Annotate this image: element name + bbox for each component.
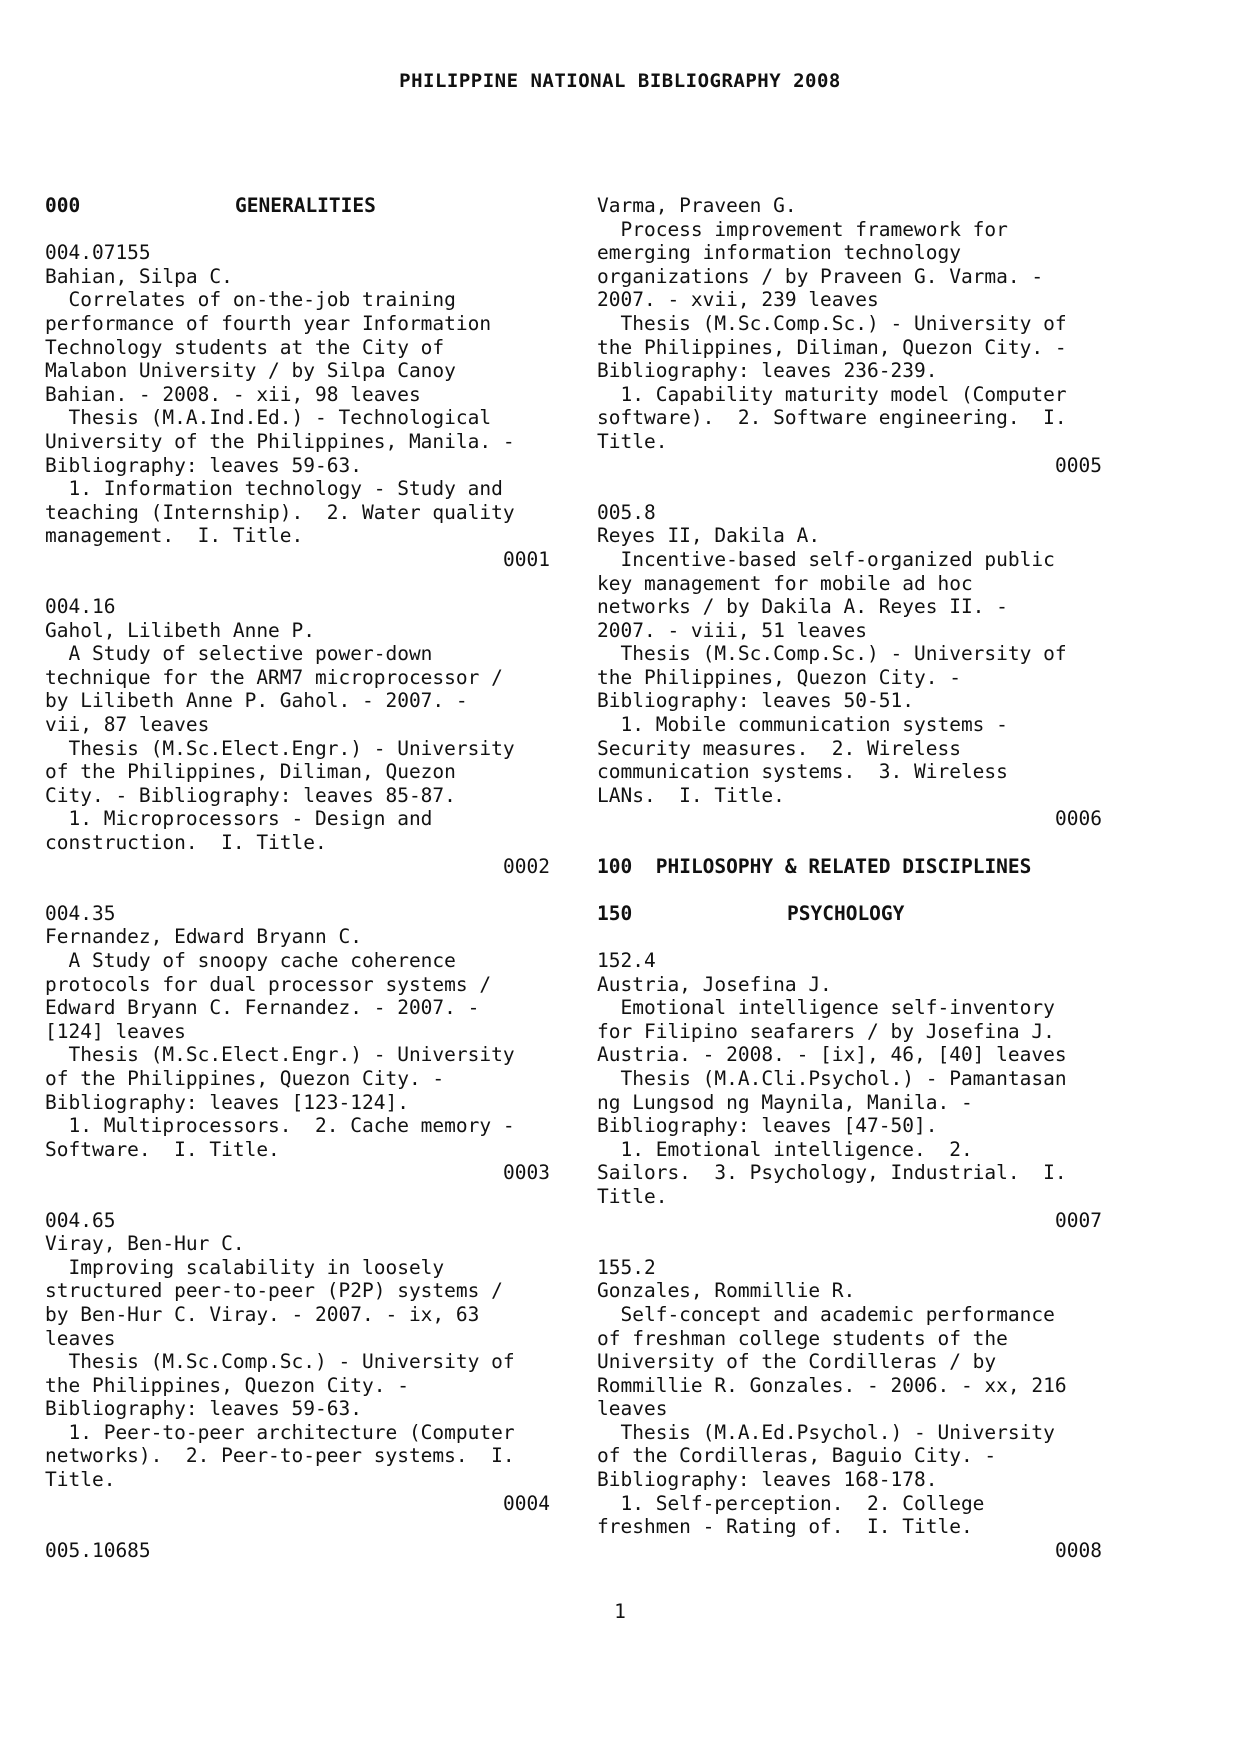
entry-text-line: Bibliography: leaves 59-63. [45, 453, 362, 477]
entry-first-line: 004.07155 [45, 241, 151, 265]
entry-first-line: 004.35 [45, 901, 116, 925]
entry-text-line: performance of fourth year Information [45, 311, 492, 335]
entry-text-line: [124] leaves [45, 1019, 186, 1043]
section-label: GENERALITIES [235, 194, 376, 217]
entry-text-line: Self-concept and academic performance [597, 1302, 1055, 1326]
entry-text-line: emerging information technology [597, 241, 961, 265]
entry-number: 0007 [1055, 1208, 1102, 1232]
entry-text-line: Bahian. - 2008. - xii, 98 leaves [45, 382, 421, 406]
entry-text-line: networks). 2. Peer-to-peer systems. I. [45, 1444, 515, 1468]
entry-text-line: Title. [45, 1468, 116, 1492]
section-number: 000 [45, 194, 81, 217]
entry-number: 0002 [503, 854, 550, 878]
entry-number: 0003 [503, 1161, 550, 1185]
entry-text-line: ng Lungsod ng Maynila, Manila. - [597, 1090, 973, 1114]
entry-text-line: Austria. - 2008. - [ix], 46, [40] leaves [597, 1043, 1067, 1067]
entry-first-line: 004.16 [45, 595, 116, 619]
entry-text-line: construction. I. Title. [45, 831, 327, 855]
bibliography-entry-0003 [45, 902, 550, 1185]
entry-text-line: 1. Peer-to-peer architecture (Computer [45, 1420, 515, 1444]
entry-text-line: Process improvement framework for [597, 217, 1008, 241]
bibliography-entry-0006 [597, 501, 1102, 831]
page-title: PHILIPPINE NATIONAL BIBLIOGRAPHY 2008 [399, 70, 841, 92]
entry-first-line: 004.65 [45, 1208, 116, 1232]
entry-text-line: by Ben-Hur C. Viray. - 2007. - ix, 63 [45, 1302, 480, 1326]
entry-text-line: Thesis (M.Sc.Elect.Engr.) - University [45, 736, 515, 760]
entry-text-line: 1. Multiprocessors. 2. Cache memory - [45, 1114, 515, 1138]
entry-first-line: 152.4 [597, 949, 656, 972]
entry-text-line: of the Cordilleras, Baguio City. - [597, 1444, 997, 1468]
entry-text-line: 2007. - viii, 51 leaves [597, 618, 868, 642]
bibliography-entry-0005 [597, 194, 1102, 477]
entry-text-line: protocols for dual processor systems / [45, 972, 492, 996]
entry-text-line: Gonzales, Rommillie R. [597, 1279, 856, 1303]
entry-text-line: Thesis (M.A.Ind.Ed.) - Technological [45, 406, 492, 430]
entry-text-line: 1. Capability maturity model (Computer [597, 382, 1067, 406]
entry-text-line: Bahian, Silpa C. [45, 264, 233, 288]
entry-text-line: Technology students at the City of [45, 335, 445, 359]
section-heading-100 [597, 855, 1102, 879]
entry-text-line: LANs. I. Title. [597, 783, 785, 807]
entry-text-line: 2007. - xvii, 239 leaves [597, 288, 879, 312]
entry-text-line: Bibliography: leaves 59-63. [45, 1397, 362, 1421]
section-number: 100 [597, 854, 633, 878]
entry-text-line: freshmen - Rating of. I. Title. [597, 1515, 973, 1539]
entry-text-line: technique for the ARM7 microprocessor / [45, 665, 503, 689]
entry-text-line: Thesis (M.Sc.Comp.Sc.) - University of [597, 642, 1067, 666]
entry-text-line: Gahol, Lilibeth Anne P. [45, 618, 316, 642]
entry-text-line: Bibliography: leaves [47-50]. [597, 1114, 938, 1138]
entry-text-line: teaching (Internship). 2. Water quality [45, 500, 515, 524]
entry-text-line: 1. Mobile communication systems - [597, 713, 1008, 737]
bibliography-entry-0008 [597, 1256, 1102, 1563]
section-heading-150 [597, 902, 1102, 926]
entry-text-line: Thesis (M.Sc.Elect.Engr.) - University [45, 1043, 515, 1067]
call-number: 005.10685 [45, 1538, 151, 1562]
entry-text-line: networks / by Dakila A. Reyes II. - [597, 595, 1008, 619]
entry-text-line: 1. Microprocessors - Design and [45, 807, 433, 831]
bibliography-entry-0004 [45, 1209, 550, 1516]
entry-text-line: leaves [597, 1397, 668, 1421]
entry-text-line: Correlates of on-the-job training [45, 288, 456, 312]
entry-text-line: University of the Cordilleras / by [597, 1350, 997, 1374]
entry-text-line: Software. I. Title. [45, 1137, 280, 1161]
section-number: 150 [597, 901, 633, 925]
entry-text-line: University of the Philippines, Manila. - [45, 429, 515, 453]
entry-text-line: by Lilibeth Anne P. Gahol. - 2007. - [45, 689, 468, 713]
section-label: PHILOSOPHY & RELATED DISCIPLINES [655, 854, 1032, 878]
entry-text-line: vii, 87 leaves [45, 713, 210, 737]
entry-first-line: 005.8 [597, 500, 656, 524]
entry-first-line: 155.2 [597, 1255, 656, 1279]
entry-number: 0006 [1055, 807, 1102, 831]
entry-text-line: Sailors. 3. Psychology, Industrial. I. [597, 1161, 1067, 1185]
page-number: 1 [614, 1600, 626, 1623]
section-heading-000 [45, 194, 550, 218]
entry-text-line: Bibliography: leaves 168-178. [597, 1468, 938, 1492]
entry-text-line: Austria, Josefina J. [597, 972, 832, 996]
entry-number: 0008 [1055, 1538, 1102, 1562]
entry-text-line: management. I. Title. [45, 524, 304, 548]
bibliography-entry-0001 [45, 241, 550, 571]
entry-text-line: of freshman college students of the [597, 1326, 1008, 1350]
entry-text-line: of the Philippines, Diliman, Quezon [45, 760, 456, 784]
entry-text-line: Rommillie R. Gonzales. - 2006. - xx, 216 [597, 1373, 1067, 1397]
entry-text-line: Security measures. 2. Wireless [597, 736, 961, 760]
entry-text-line: Bibliography: leaves 236-239. [597, 359, 938, 383]
entry-text-line: A Study of selective power-down [45, 642, 433, 666]
entry-first-line: Varma, Praveen G. [597, 194, 797, 217]
entry-text-line: structured peer-to-peer (P2P) systems / [45, 1279, 503, 1303]
entry-text-line: Emotional intelligence self-inventory [597, 996, 1055, 1020]
bibliography-entry-0007 [597, 949, 1102, 1232]
entry-text-line: communication systems. 3. Wireless [597, 760, 1008, 784]
entry-text-line: Thesis (M.A.Cli.Psychol.) - Pamantasan [597, 1066, 1067, 1090]
section-label: PSYCHOLOGY [787, 901, 905, 925]
entry-text-line: Thesis (M.Sc.Comp.Sc.) - University of [45, 1350, 515, 1374]
entry-text-line: City. - Bibliography: leaves 85-87. [45, 783, 456, 807]
entry-text-line: leaves [45, 1326, 116, 1350]
entry-number: 0001 [503, 547, 550, 571]
entry-text-line: the Philippines, Quezon City. - [597, 665, 961, 689]
entry-text-line: Bibliography: leaves 50-51. [597, 689, 914, 713]
entry-text-line: Fernandez, Edward Bryann C. [45, 925, 362, 949]
entry-text-line: for Filipino seafarers / by Josefina J. [597, 1019, 1055, 1043]
entry-text-line: Bibliography: leaves [123-124]. [45, 1090, 409, 1114]
entry-text-line: Thesis (M.A.Ed.Psychol.) - University [597, 1420, 1055, 1444]
entry-text-line: Improving scalability in loosely [45, 1255, 445, 1279]
entry-text-line: A Study of snoopy cache coherence [45, 949, 456, 972]
entry-text-line: Title. [597, 429, 668, 453]
entry-text-line: the Philippines, Quezon City. - [45, 1373, 409, 1397]
entry-number: 0005 [1055, 453, 1102, 477]
entry-text-line: key management for mobile ad hoc [597, 571, 973, 595]
entry-text-line: Reyes II, Dakila A. [597, 524, 821, 548]
bibliography-entry-0002 [45, 595, 550, 878]
entry-text-line: Thesis (M.Sc.Comp.Sc.) - University of [597, 311, 1067, 335]
entry-text-line: Viray, Ben-Hur C. [45, 1232, 245, 1256]
entry-text-line: the Philippines, Diliman, Quezon City. - [597, 335, 1067, 359]
entry-text-line: 1. Emotional intelligence. 2. [597, 1137, 973, 1161]
entry-text-line: Incentive-based self-organized public [597, 547, 1055, 571]
entry-text-line: Malabon University / by Silpa Canoy [45, 359, 456, 383]
right-column [597, 194, 1102, 1562]
entry-text-line: 1. Information technology - Study and [45, 477, 503, 501]
entry-text-line: Edward Bryann C. Fernandez. - 2007. - [45, 996, 480, 1020]
entry-text-line: software). 2. Software engineering. I. [597, 406, 1067, 430]
left-column [45, 194, 550, 1562]
entry-text-line: organizations / by Praveen G. Varma. - [597, 264, 1044, 288]
entry-text-line: Title. [597, 1184, 668, 1208]
entry-number: 0004 [503, 1491, 550, 1515]
entry-text-line: of the Philippines, Quezon City. - [45, 1066, 445, 1090]
entry-text-line: 1. Self-perception. 2. College [597, 1491, 985, 1515]
